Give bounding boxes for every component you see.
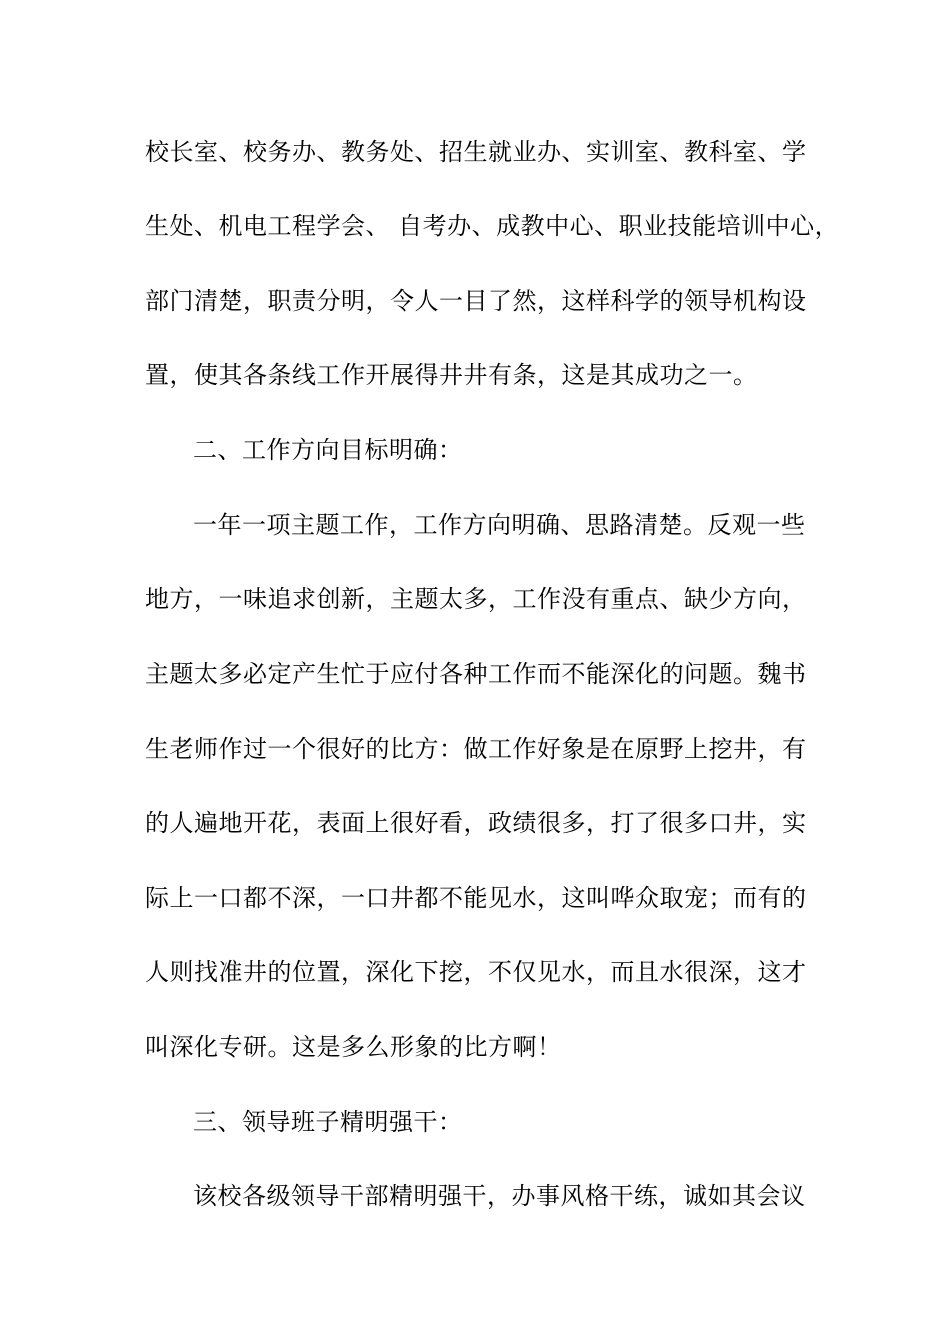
text-line: 生老师作过一个很好的比方：做工作好象是在原野上挖井，有 — [145, 735, 807, 763]
text-line: 地方，一味追求创新，主题太多，工作没有重点、缺少方向， — [145, 585, 807, 613]
text-line: 人则找准井的位置，深化下挖，不仅见水，而且水很深，这才 — [145, 958, 807, 986]
text-line: 校长室、校务办、教务处、招生就业办、实训室、教科室、学 — [145, 138, 807, 166]
text-line: 该校各级领导干部精明强干，办事风格干练，诚如其会议 — [193, 1182, 806, 1210]
section-heading: 三、领导班子精明强干： — [193, 1108, 463, 1136]
text-line: 叫深化专研。这是多么形象的比方啊！ — [145, 1033, 562, 1061]
text-line: 际上一口都不深，一口井都不能见水，这叫哗众取宠；而有的 — [145, 884, 807, 912]
text-line: 生处、机电工程学会、 自考办、成教中心、职业技能培训中心， — [145, 212, 840, 240]
section-heading: 二、工作方向目标明确： — [193, 436, 463, 464]
text-line: 的人遍地开花，表面上很好看，政绩很多，打了很多口井，实 — [145, 809, 807, 837]
text-line: 部门清楚，职责分明，令人一目了然，这样科学的领导机构设 — [145, 287, 807, 315]
text-line: 主题太多必定产生忙于应付各种工作而不能深化的问题。魏书 — [145, 660, 807, 688]
text-line: 一年一项主题工作，工作方向明确、思路清楚。反观一些 — [193, 511, 806, 539]
text-line: 置，使其各条线工作开展得井井有条，这是其成功之一。 — [145, 361, 758, 389]
